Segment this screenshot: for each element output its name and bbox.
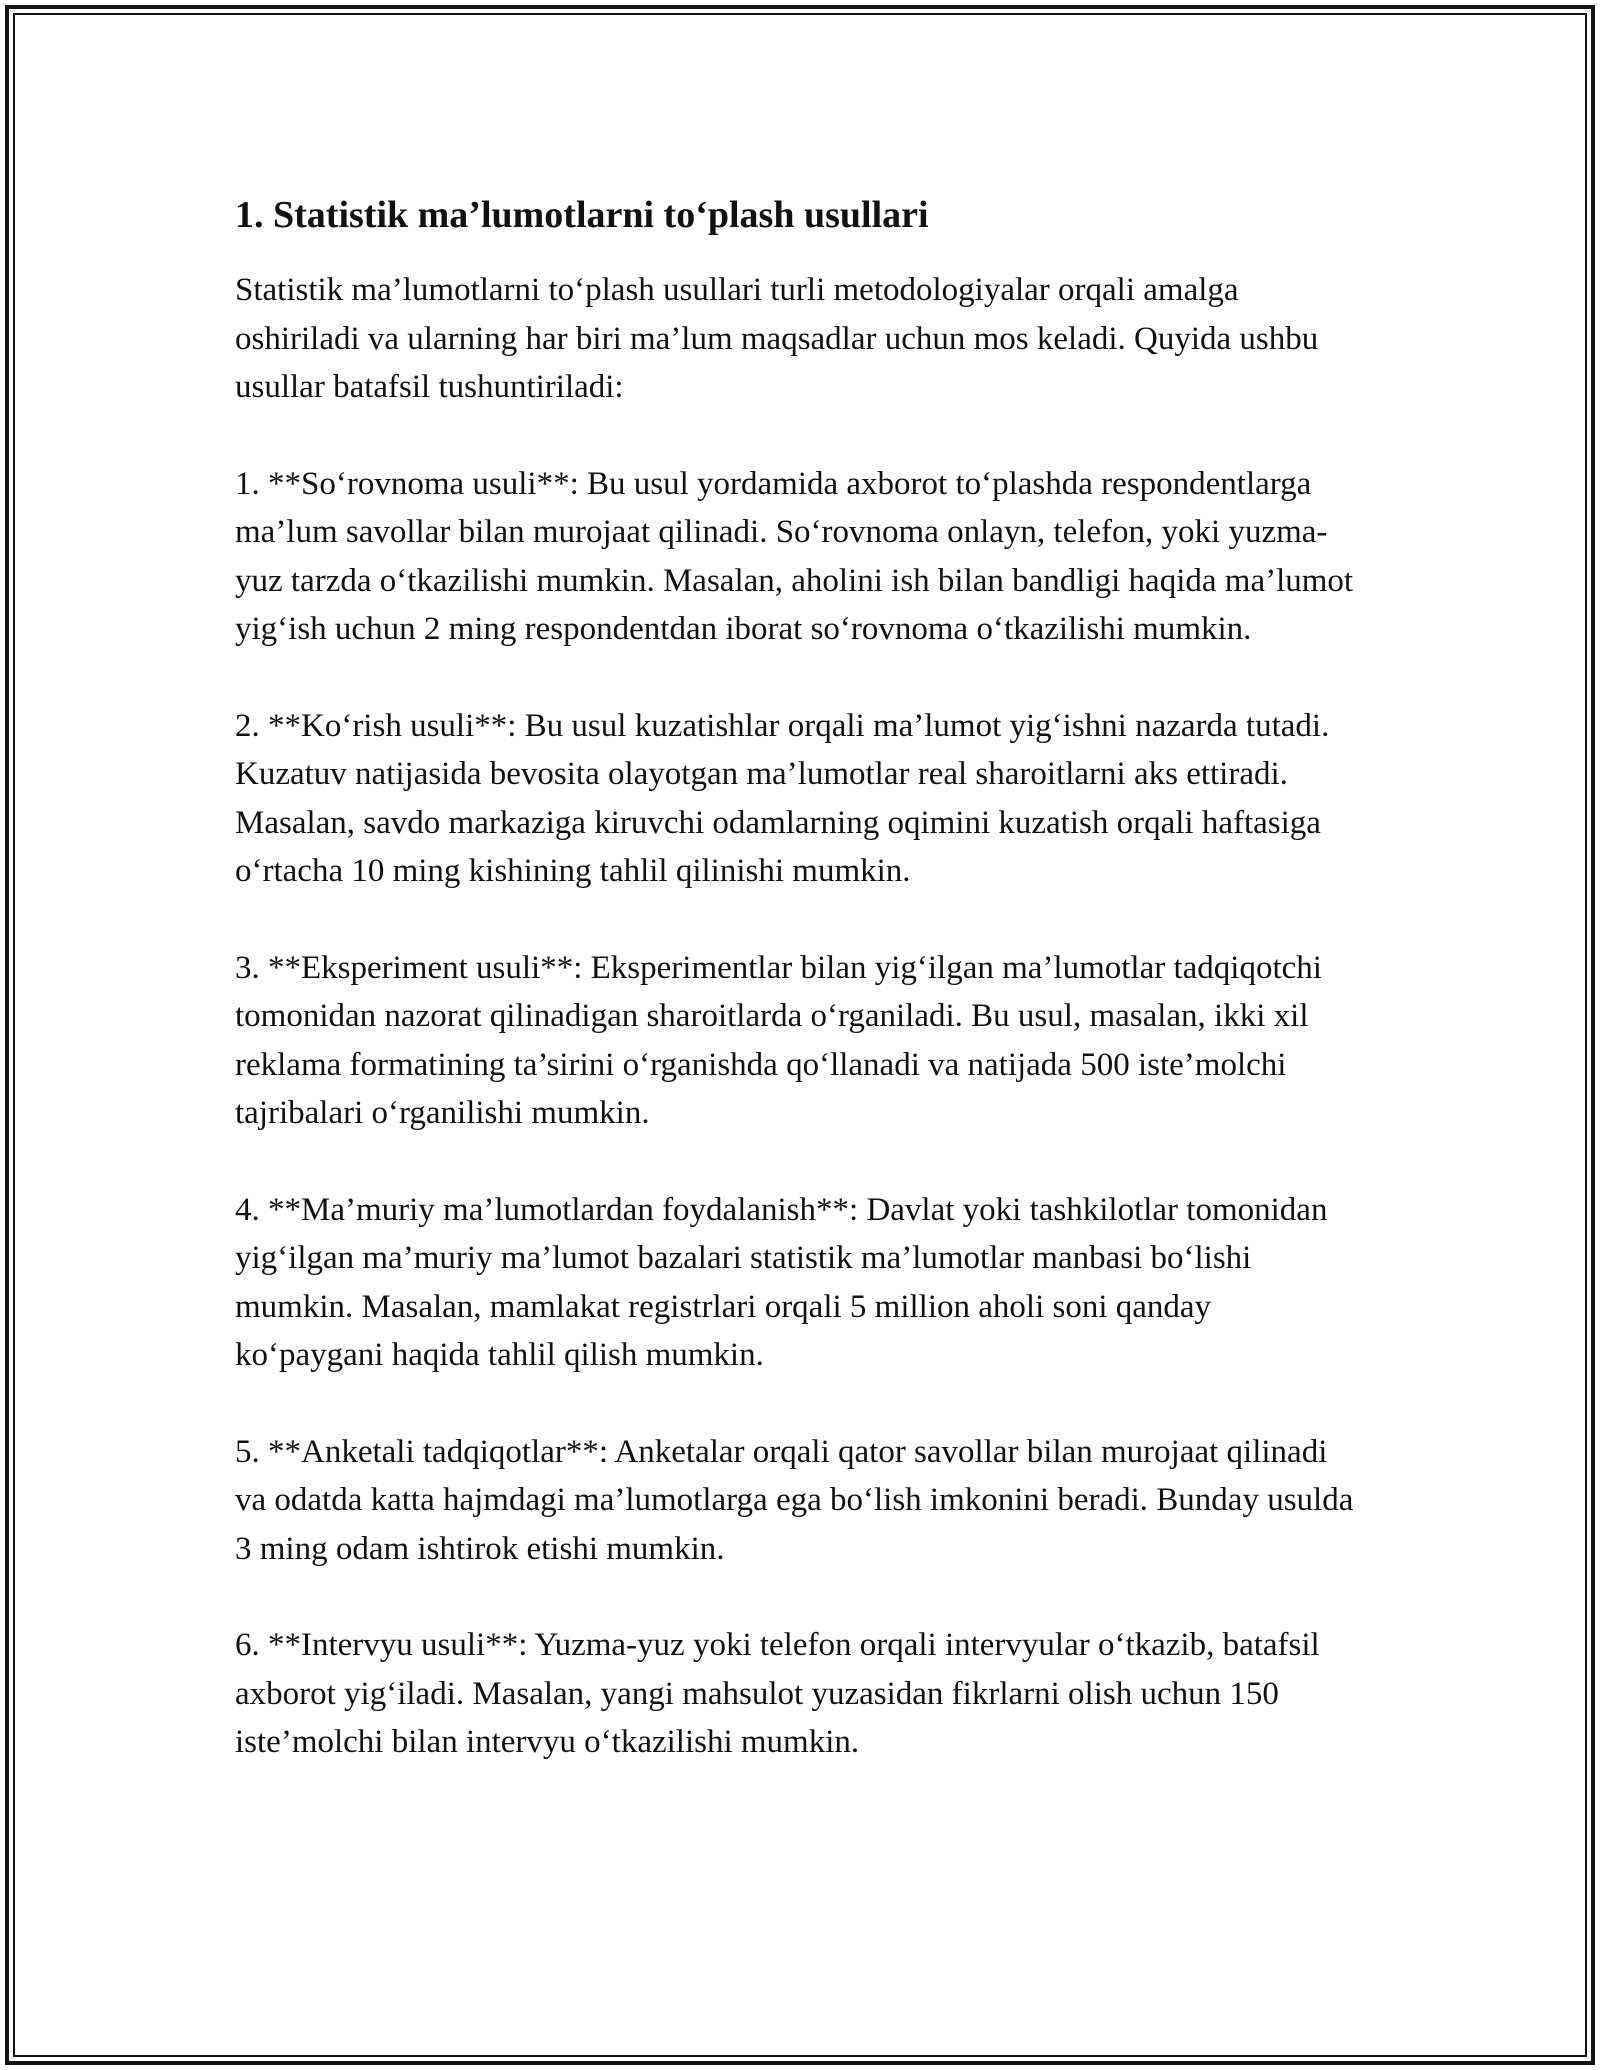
method-item-administrative-data: 4. **Ma’muriy ma’lumotlardan foydalanish**: Davlat yoki tashkilotlar tomonidan yig‘ilgan ma’muriy ma’lumot bazalari statistik ma’lumotlar manbasi bo‘lishi mumkin. Masalan, mamlakat registrlari orqali 5 million aholi soni qanday ko‘paygani haqida tahlil qilish mumkin. <box>235 1191 1328 1373</box>
method-item-survey: 1. **So‘rovnoma usuli**: Bu usul yordamida axborot to‘plashda respondentlarga ma’lum savollar bilan murojaat qilinadi. So‘rovnoma onlayn, telefon, yoki yuzma-yuz tarzda o‘tkazilishi mumkin. Masalan, aholini ish bilan bandligi haqida ma’lumot yig‘ish uchun 2 ming respondentdan iborat so‘rovnoma o‘tkazilishi mumkin. <box>235 465 1354 647</box>
intro-paragraph: Statistik ma’lumotlarni to‘plash usullari turli metodologiyalar orqali amalga oshiriladi va ularning har biri ma’lum maqsadlar uchun mos keladi. Quyida ushbu usullar batafsil tushuntiriladi: <box>235 272 1319 405</box>
method-item-interview: 6. **Intervyu usuli**: Yuzma-yuz yoki telefon orqali intervyular o‘tkazib, batafsil axborot yig‘iladi. Masalan, yangi mahsulot yuzasidan fikrlarni olish uchun 150 iste’molchi bilan intervyu o‘tkazilishi mumkin. <box>235 1627 1320 1760</box>
section-heading: 1. Statistik ma’lumotlarni to‘plash usullari <box>235 194 929 236</box>
method-item-observation: 2. **Ko‘rish usuli**: Bu usul kuzatishlar orqali ma’lumot yig‘ishni nazarda tutadi. Kuzatuv natijasida bevosita olayotgan ma’lumotlar real sharoitlarni aks ettiradi. Masalan, savdo markaziga kiruvchi odamlarning oqimini kuzatish orqali haftasiga o‘rtacha 10 ming kishining tahlil qilinishi mumkin. <box>235 707 1330 889</box>
method-item-questionnaire: 5. **Anketali tadqiqotlar**: Anketalar orqali qator savollar bilan murojaat qilinadi va odatda katta hajmdagi ma’lumotlarga ega bo‘lish imkonini beradi. Bunday usulda 3 ming odam ishtirok etishi mumkin. <box>235 1433 1354 1567</box>
method-item-experiment: 3. **Eksperiment usuli**: Eksperimentlar bilan yig‘ilgan ma’lumotlar tadqiqotchi tomonidan nazorat qilinadigan sharoitlarda o‘rganiladi. Bu usul, masalan, ikki xil reklama formatining ta’sirini o‘rganishda qo‘llanadi va natijada 500 iste’molchi tajribalari o‘rganilishi mumkin. <box>235 949 1322 1131</box>
document-body <box>235 190 1360 1815</box>
